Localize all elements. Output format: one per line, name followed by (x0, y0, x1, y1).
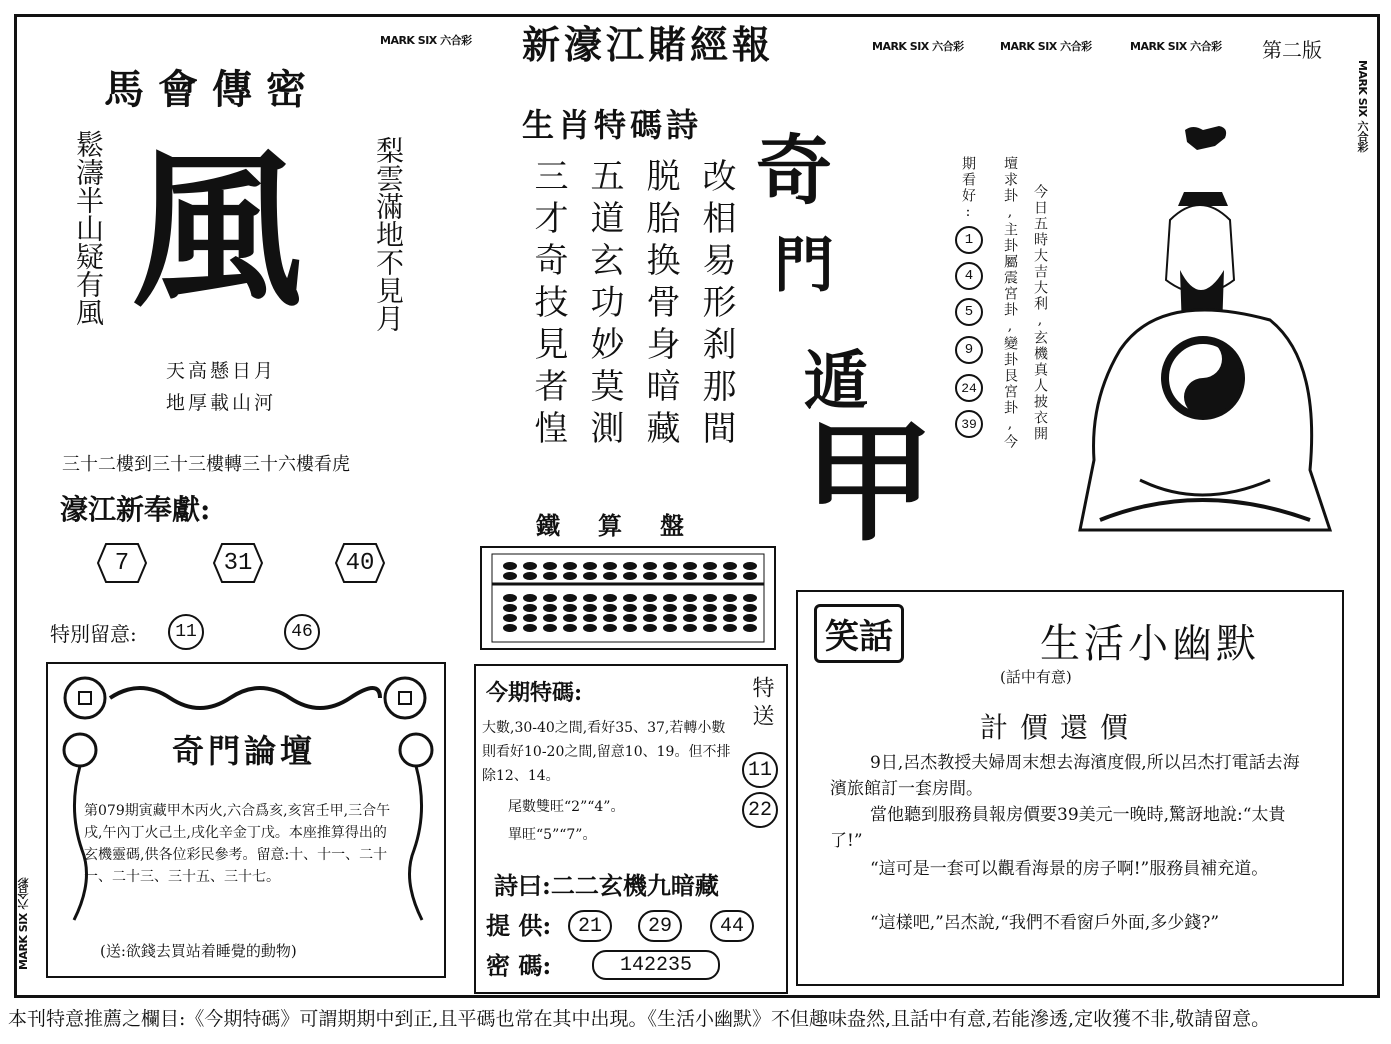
special-code-title: 今期特碼: (486, 680, 583, 706)
special-code-text2: 尾數雙旺“2”“4”。 (508, 799, 625, 815)
secret-line2: 地厚載山河 (166, 392, 277, 414)
humor-title: 生活小幽默 (1040, 621, 1260, 667)
special-send-2: 22 (742, 792, 778, 828)
secret-title: 馬會傳密 (104, 66, 320, 113)
fortune-number-1: 1 (955, 226, 983, 254)
fortune-number-4: 9 (955, 336, 983, 364)
special-code-text3: 單旺“5”“7”。 (508, 827, 597, 843)
special-send-1: 11 (742, 752, 778, 788)
secret-line1: 天高懸日月 (166, 360, 277, 382)
forum-body: 第079期寅藏甲木丙火,六合爲亥,亥宮壬甲,三合午戌,午內丁火己土,戌化辛金丁戊。本座推算得出的玄機靈碼,供各位彩民參考。留意:十、十一、二十一、二十三、三十五、三十七。 (84, 803, 391, 885)
header-mark-1: MARK SIX 六合彩 (872, 40, 964, 53)
poem-col-4: 三才奇技見者惶 (528, 158, 568, 452)
story-p1: 9日,呂杰教授夫婦周末想去海濱度假,所以呂杰打電話去海濱旅館訂一套房間。 (830, 753, 1300, 799)
fortune-number-5: 24 (955, 374, 983, 402)
special-number-1: 11 (168, 614, 204, 650)
abacus-icon (480, 546, 776, 650)
poem-title: 生肖特碼詩 (522, 106, 703, 144)
left-mark-strip-text: MARK SIX 六合彩 (17, 878, 30, 970)
story-p2: 當他聽到服務員報房價要39美元一晚時,驚訝地說:“太貴了!” (830, 805, 1286, 851)
provide-label: 提 供: (486, 911, 552, 940)
edition-label: 第二版 (1262, 38, 1322, 62)
special-number-2: 46 (284, 614, 320, 650)
story-title: 計價還價 (980, 711, 1141, 744)
story-p4: “這樣吧,”呂杰說,“我們不看窗戶外面,多少錢?” (870, 913, 1220, 933)
header-mark-3: MARK SIX 六合彩 (1130, 40, 1222, 53)
abacus-title: 鐵算盤 (536, 511, 722, 540)
offer-number-3: 40 (330, 540, 390, 586)
sage-illustration-icon (1060, 120, 1346, 560)
code-label: 密 碼: (486, 951, 552, 980)
forum-title: 奇門論壇 (172, 732, 317, 770)
qimen-char-1: 奇 (756, 126, 832, 215)
forum-note: (送:欲錢去買站着睡覺的動物) (100, 942, 297, 960)
offer-title: 濠江新奉獻: (60, 493, 211, 526)
qimen-char-3: 遁 (804, 344, 868, 419)
provide-number-1: 21 (568, 910, 612, 942)
left-mark-strip (16, 60, 32, 970)
fortune-col1: 今日五時大吉大利,玄機真人披衣開 (1032, 184, 1048, 442)
secret-big-char: 風 (132, 131, 303, 331)
offer-number-1: 7 (92, 540, 152, 586)
special-code-text1: 大數,30-40之間,看好35、37,若轉小數則看好10-20之間,留意10、19。但不排除12、14。 (482, 720, 731, 784)
story-p3: “這可是一套可以觀看海景的房子啊!”服務員補充道。 (870, 859, 1269, 879)
poem-col-3: 五道玄功妙莫測 (584, 158, 624, 452)
humor-badge: 笑話 (814, 604, 904, 663)
special-send-label: 特送 (749, 676, 774, 732)
qimen-char-2: 門 (774, 231, 834, 301)
offer-number-2: 31 (208, 540, 268, 586)
newspaper-title: 新濠江賭經報 (522, 22, 775, 67)
provide-number-3: 44 (710, 910, 754, 942)
right-mark-strip-text: MARK SIX 六合彩 (1356, 60, 1369, 152)
fortune-number-3: 5 (955, 298, 983, 326)
qimen-char-4: 甲 (804, 406, 935, 559)
right-mark-strip (1354, 60, 1370, 970)
coin-tassel-right-icon (396, 730, 436, 930)
secret-tip: 三十二樓到三十三樓轉三十六樓看虎 (62, 454, 350, 475)
header-mark-left: MARK SIX 六合彩 (380, 34, 472, 47)
footer-text: 本刊特意推薦之欄目:《今期特碼》可謂期期中到正,且平碼也常在其中出現。《生活小幽默》不但趣味盎然,且話中有意,若能滲透,定收獲不非,敬請留意。 (8, 1008, 1271, 1030)
fortune-col3: 期看好: (960, 156, 976, 222)
poem-col-1: 改相易形刹那間 (696, 158, 736, 452)
special-label: 特別留意: (50, 622, 137, 646)
special-code-poem: 詩曰:二二玄機九暗藏 (494, 871, 719, 900)
provide-number-2: 29 (638, 910, 682, 942)
secret-left-poem: 鬆濤半山疑有風 (72, 130, 105, 326)
secret-code: 142235 (592, 950, 720, 980)
secret-right-poem: 梨雲滿地不見月 (372, 136, 405, 332)
header-mark-2: MARK SIX 六合彩 (1000, 40, 1092, 53)
fortune-col2: 壇求卦,主卦屬震宮卦,變卦艮宮卦,今 (1002, 156, 1018, 450)
poem-col-2: 脱胎换骨身暗藏 (640, 158, 680, 452)
humor-subtitle: (話中有意) (1000, 668, 1072, 686)
fortune-number-2: 4 (955, 262, 983, 290)
fortune-number-6: 39 (955, 410, 983, 438)
